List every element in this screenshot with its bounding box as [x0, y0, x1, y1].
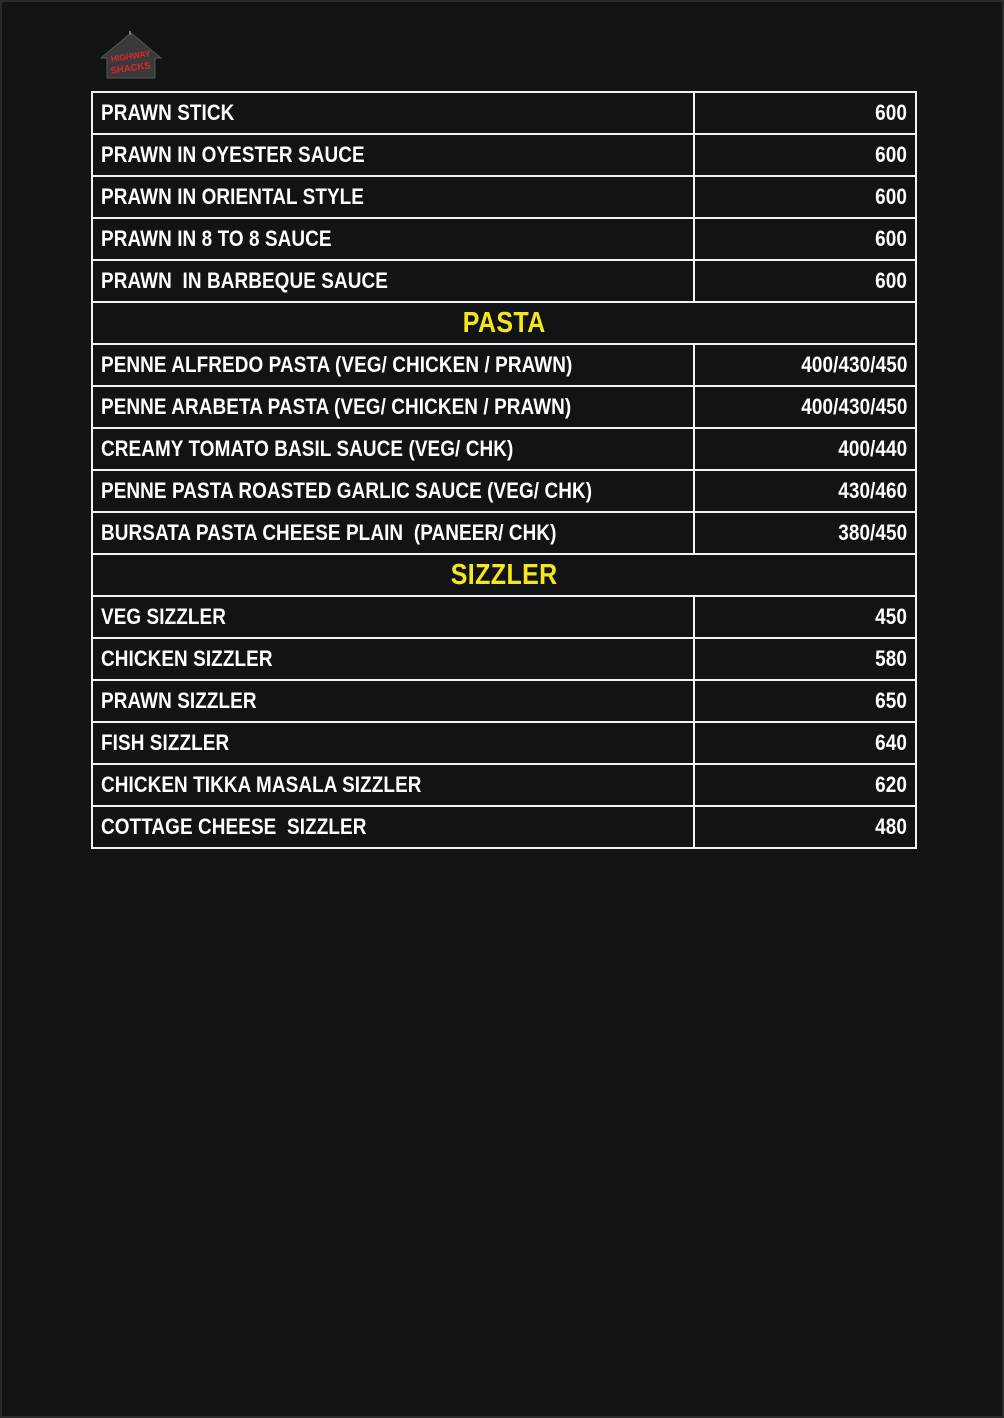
item-price	[694, 680, 916, 722]
item-name-text: PRAWN IN BARBEQUE SAUCE	[101, 268, 388, 293]
item-price	[694, 722, 916, 764]
item-price-text: 600	[875, 226, 907, 251]
section-heading-row-sizzler	[92, 554, 916, 596]
item-price	[694, 764, 916, 806]
item-price	[694, 596, 916, 638]
item-price-text: 400/430/450	[800, 394, 907, 419]
item-price-text: 580	[875, 646, 907, 671]
item-price	[694, 218, 916, 260]
item-name	[92, 134, 694, 176]
item-name-text: FISH SIZZLER	[101, 730, 230, 755]
item-name-text: PRAWN STICK	[101, 100, 235, 125]
item-price	[694, 512, 916, 554]
menu-row	[92, 764, 916, 806]
menu-row	[92, 596, 916, 638]
item-name	[92, 428, 694, 470]
menu-row	[92, 260, 916, 302]
menu-table	[91, 91, 917, 849]
menu-row	[92, 344, 916, 386]
item-price	[694, 470, 916, 512]
item-price-text: 640	[875, 730, 907, 755]
menu-row	[92, 806, 916, 848]
item-name-text: CREAMY TOMATO BASIL SAUCE (VEG/ CHK)	[101, 436, 514, 461]
menu-row	[92, 638, 916, 680]
menu-row	[92, 428, 916, 470]
item-name-text: BURSATA PASTA CHEESE PLAIN (PANEER/ CHK)	[101, 520, 557, 545]
item-name	[92, 176, 694, 218]
item-name-text: PENNE ALFREDO PASTA (VEG/ CHICKEN / PRAWN)	[101, 352, 573, 377]
menu-row	[92, 134, 916, 176]
item-price	[694, 806, 916, 848]
item-name-text: PRAWN IN 8 TO 8 SAUCE	[101, 226, 332, 251]
section-heading-row-pasta	[92, 302, 916, 344]
item-name	[92, 638, 694, 680]
item-price-text: 600	[875, 142, 907, 167]
item-name	[92, 92, 694, 134]
menu-row	[92, 218, 916, 260]
item-price-text: 480	[875, 814, 907, 839]
item-name	[92, 806, 694, 848]
item-price-text: 650	[875, 688, 907, 713]
item-price-text: 600	[875, 100, 907, 125]
item-price	[694, 344, 916, 386]
item-price-text: 400/440	[837, 436, 907, 461]
item-name	[92, 596, 694, 638]
item-price	[694, 638, 916, 680]
item-price	[694, 92, 916, 134]
pasta-heading: PASTA	[462, 306, 546, 339]
item-price	[694, 428, 916, 470]
item-name-text: PENNE ARABETA PASTA (VEG/ CHICKEN / PRAWN)	[101, 394, 572, 419]
item-name-text: PRAWN SIZZLER	[101, 688, 257, 713]
item-name	[92, 512, 694, 554]
menu-row	[92, 176, 916, 218]
sizzler-heading: SIZZLER	[450, 558, 558, 591]
item-name	[92, 722, 694, 764]
item-name-text: PRAWN IN ORIENTAL STYLE	[101, 184, 365, 209]
section-heading	[92, 302, 916, 344]
menu-row	[92, 470, 916, 512]
item-name	[92, 344, 694, 386]
item-price-text: 380/450	[837, 520, 907, 545]
svg-text:HIGHWAY: HIGHWAY	[110, 48, 152, 64]
item-name	[92, 386, 694, 428]
section-heading	[92, 554, 916, 596]
item-name	[92, 470, 694, 512]
item-price-text: 620	[875, 772, 907, 797]
item-name	[92, 764, 694, 806]
menu-row	[92, 92, 916, 134]
item-name	[92, 260, 694, 302]
item-price-text: 600	[875, 184, 907, 209]
brand-logo	[97, 30, 165, 84]
item-price	[694, 260, 916, 302]
item-price-text: 430/460	[837, 478, 907, 503]
item-name-text: CHICKEN TIKKA MASALA SIZZLER	[101, 772, 422, 797]
item-price	[694, 386, 916, 428]
menu-row	[92, 386, 916, 428]
item-name-text: VEG SIZZLER	[101, 604, 226, 629]
menu-row	[92, 722, 916, 764]
menu-row	[92, 680, 916, 722]
item-price	[694, 176, 916, 218]
highway-shacks-logo-icon	[97, 30, 165, 84]
menu-row	[92, 512, 916, 554]
item-name	[92, 680, 694, 722]
item-name-text: PRAWN IN OYESTER SAUCE	[101, 142, 365, 167]
item-name-text: PENNE PASTA ROASTED GARLIC SAUCE (VEG/ CHK)	[101, 478, 593, 503]
svg-text:SHACKS: SHACKS	[110, 60, 152, 77]
item-price-text: 600	[875, 268, 907, 293]
item-name	[92, 218, 694, 260]
item-price-text: 450	[875, 604, 907, 629]
item-name-text: CHICKEN SIZZLER	[101, 646, 273, 671]
item-price	[694, 134, 916, 176]
item-name-text: COTTAGE CHEESE SIZZLER	[101, 814, 367, 839]
item-price-text: 400/430/450	[800, 352, 907, 377]
